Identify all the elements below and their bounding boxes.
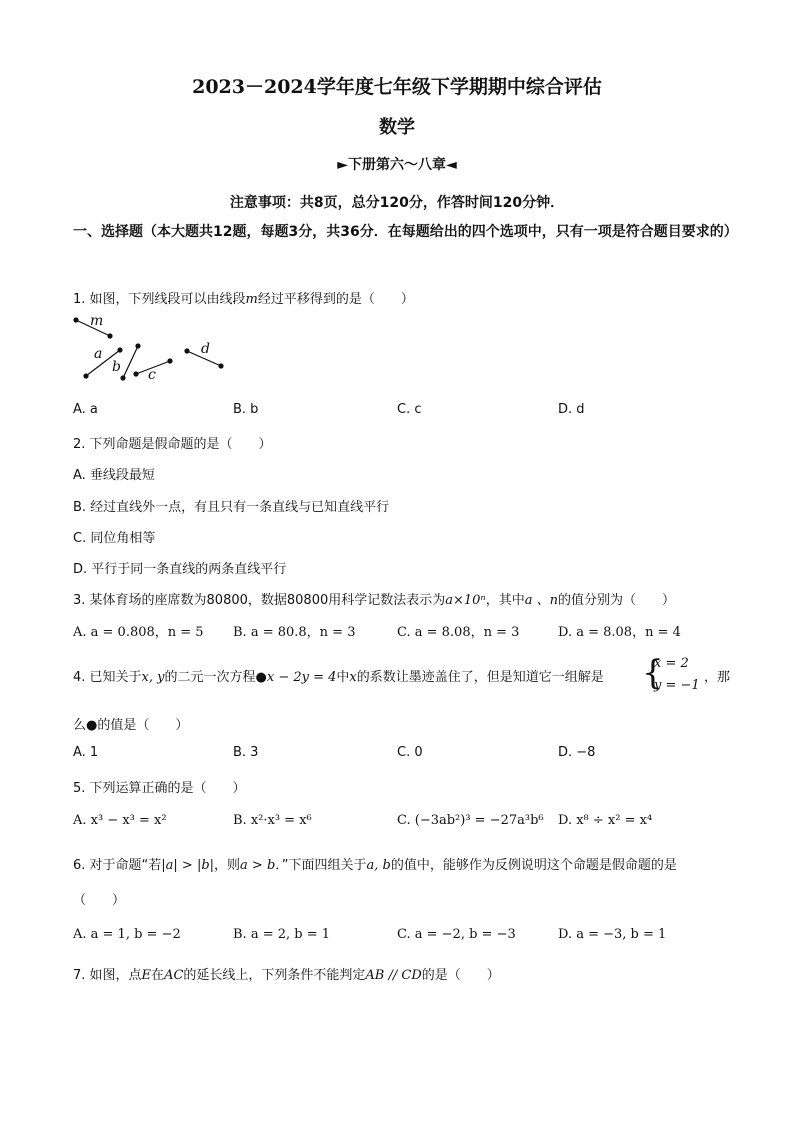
q6-ineq: a > b bbox=[240, 858, 276, 873]
q4-system-brace: { bbox=[642, 653, 664, 693]
q6-vars: a, b bbox=[366, 858, 391, 873]
q6-option-c: C. a = −2, b = −3 bbox=[397, 927, 516, 942]
q6-stem-cont: （ ） bbox=[73, 893, 126, 908]
question-7-stem bbox=[73, 964, 500, 983]
q6-text-4: 的值中，能够作为反例说明这个命题是假命题的是 bbox=[390, 858, 677, 873]
question-6-stem bbox=[73, 854, 677, 873]
label-c: c bbox=[148, 367, 156, 383]
section-heading: 一、选择题（本大题共12题，每题3分，共36分．在每题给出的四个选项中，只有一项是符合题目要求的） bbox=[73, 224, 738, 240]
label-b: b bbox=[112, 359, 121, 375]
q2-option-c: C. 同位角相等 bbox=[73, 531, 156, 546]
q1-text-end: 经过平移得到的是（ ） bbox=[257, 292, 414, 307]
exam-title: 2023－2024学年度七年级下学期期中综合评估 bbox=[192, 76, 602, 98]
subject-title: 数学 bbox=[379, 117, 415, 138]
q2-option-b: B. 经过直线外一点，有且只有一条直线与已知直线平行 bbox=[73, 500, 390, 515]
q1-var-m: m bbox=[245, 292, 258, 307]
q4-option-c: C. 0 bbox=[397, 745, 423, 760]
question-3-stem bbox=[73, 589, 675, 608]
q7-text-2: 在 bbox=[151, 968, 165, 983]
q3-option-a: A. a = 0.808，n = 5 bbox=[73, 625, 204, 640]
q4-text-2: 的二元一次方程 bbox=[164, 670, 256, 685]
q3-option-c: C. a = 8.08，n = 3 bbox=[397, 625, 520, 640]
q3-option-d: D. a = 8.08，n = 4 bbox=[558, 625, 681, 640]
q3-text-2: ，其中 bbox=[485, 593, 525, 608]
q3-sci-notation: a×10ⁿ bbox=[445, 593, 486, 608]
q4-option-a: A. 1 bbox=[73, 745, 99, 760]
q4-text-3: 中 bbox=[336, 670, 350, 685]
q6-option-a: A. a = 1, b = −2 bbox=[73, 927, 181, 942]
q4-solution-x: x = 2 bbox=[654, 656, 689, 671]
q3-vars: a 、n bbox=[524, 593, 558, 608]
q4-equation: ●x − 2y = 4 bbox=[255, 670, 337, 685]
q7-parallel: AB // CD bbox=[365, 968, 422, 983]
label-d: d bbox=[201, 341, 210, 357]
chapter-scope: ►下册第六～八章◄ bbox=[337, 157, 457, 173]
q5-option-d: D. x⁸ ÷ x² = x⁴ bbox=[558, 813, 653, 828]
q5-option-b: B. x²·x³ = x⁶ bbox=[233, 813, 312, 828]
q4-vars: x, y bbox=[141, 670, 165, 685]
q7-text-4: 的是（ ） bbox=[421, 968, 500, 983]
q6-abs-ineq: |a| > |b| bbox=[161, 858, 215, 873]
q3-text: 3. 某体育场的座席数为80800，数据80800用科学记数法表示为 bbox=[73, 593, 446, 608]
exam-notice: 注意事项：共8页，总分120分，作答时间120分钟． bbox=[229, 195, 565, 211]
q3-option-b: B. a = 80.8，n = 3 bbox=[233, 625, 356, 640]
q4-stem-cont: 么●的值是（ ） bbox=[73, 718, 189, 733]
q4-solution-y: y = −1 bbox=[654, 678, 700, 693]
q7-text: 7. 如图，点 bbox=[73, 968, 142, 983]
q4-option-d: D. −8 bbox=[558, 745, 596, 760]
q1-option-c: C. c bbox=[397, 402, 422, 417]
question-2-stem: 2. 下列命题是假命题的是（ ） bbox=[73, 437, 272, 452]
q3-text-3: 的值分别为（ ） bbox=[558, 593, 676, 608]
q7-line-ac: AC bbox=[164, 968, 184, 983]
q7-point-e: E bbox=[141, 968, 152, 983]
q2-option-d: D. 平行于同一条直线的两条直线平行 bbox=[73, 562, 287, 577]
q6-text-2: ，则 bbox=[214, 858, 241, 873]
q1-text: 1. 如图，下列线段可以由线段 bbox=[73, 292, 246, 307]
q4-option-b: B. 3 bbox=[233, 745, 259, 760]
q4-text-5: ，那 bbox=[704, 670, 731, 685]
q1-option-d: D. d bbox=[558, 402, 585, 417]
q4-text: 4. 已知关于 bbox=[73, 670, 142, 685]
question-1-stem bbox=[73, 288, 414, 307]
q6-text: 6. 对于命题“若 bbox=[73, 858, 162, 873]
q2-option-a: A. 垂线段最短 bbox=[73, 468, 155, 483]
question-4-stem bbox=[73, 666, 604, 685]
q7-text-3: 的延长线上，下列条件不能判定 bbox=[183, 968, 366, 983]
q5-option-c: C. (−3ab²)³ = −27a³b⁶ bbox=[397, 813, 544, 828]
q1-option-b: B. b bbox=[233, 402, 259, 417]
q6-text-3: ．”下面四组关于 bbox=[275, 858, 367, 873]
question-5-stem: 5. 下列运算正确的是（ ） bbox=[73, 781, 246, 796]
q4-text-4: 的系数让墨迹盖住了，但是知道它一组解是 bbox=[356, 670, 604, 685]
label-m: m bbox=[90, 313, 104, 329]
label-a: a bbox=[94, 346, 103, 362]
q6-option-d: D. a = −3, b = 1 bbox=[558, 927, 667, 942]
q4-var-x: x bbox=[349, 670, 357, 685]
q5-option-a: A. x³ − x³ = x² bbox=[73, 813, 167, 828]
q6-option-b: B. a = 2, b = 1 bbox=[233, 927, 331, 942]
q1-option-a: A. a bbox=[73, 402, 98, 417]
q1-figure bbox=[70, 310, 240, 390]
